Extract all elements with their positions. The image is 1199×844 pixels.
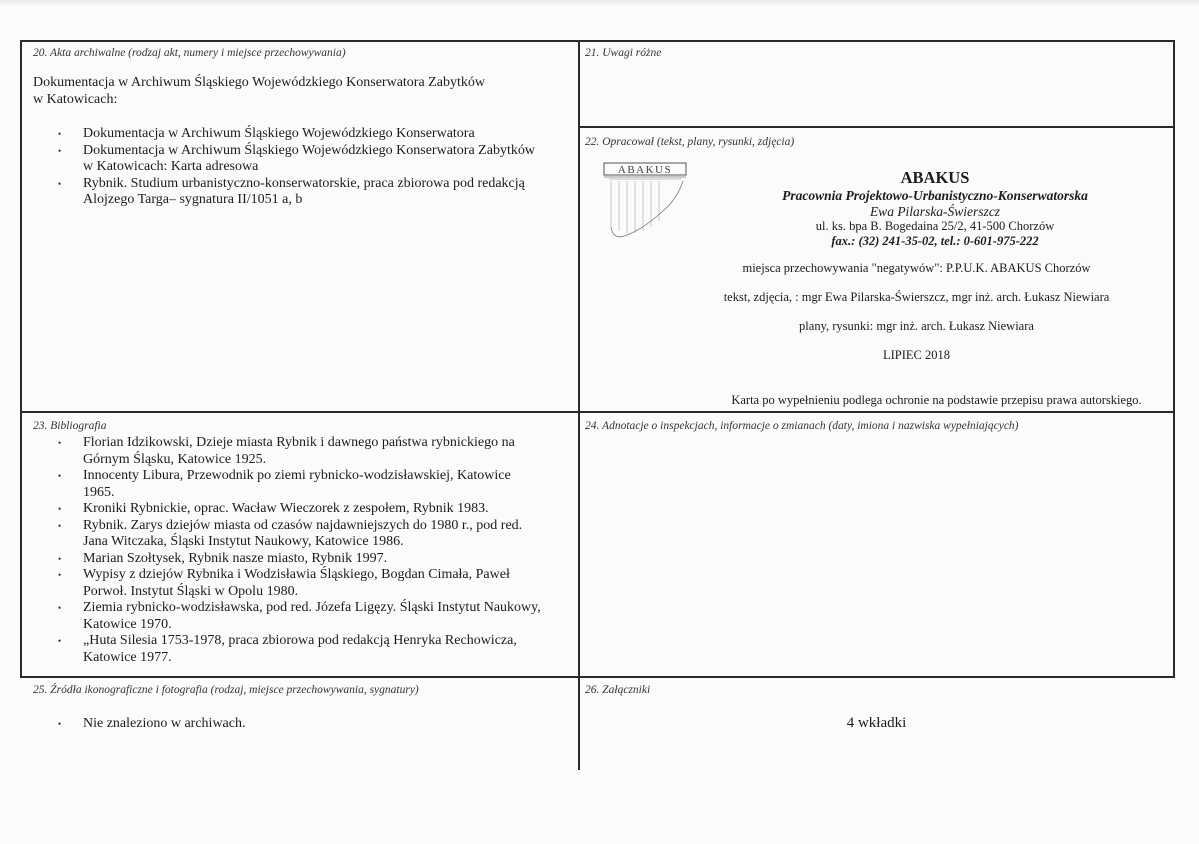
list-item: • Innocenty Libura, Przewodnik po ziemi rybnicko-wodzisławskiej, Katowice 1965. bbox=[58, 468, 573, 501]
section-25-label: 25. Źródła ikonograficzne i fotografia (rodzaj, miejsce przechowywania, sygnatury) bbox=[33, 684, 419, 696]
abakus-logo bbox=[603, 161, 689, 243]
company-subtitle: Pracownia Projektowo-Urbanistyczno-Konserwatorska bbox=[782, 188, 1088, 203]
list-item: • Ziemia rybnicko-wodzisławska, pod red. Józefa Ligęzy. Śląski Instytut Naukowy, Katowice 1970. bbox=[58, 600, 573, 633]
list-item: • Kroniki Rybnickie, oprac. Wacław Wieczorek z zespołem, Rybnik 1983. bbox=[58, 501, 573, 518]
section-21-uwagi bbox=[580, 41, 1173, 126]
negatives-location: miejsca przechowywania "negatywów": P.P.U.K. ABAKUS Chorzów bbox=[742, 261, 1091, 275]
section-24-label: 24. Adnotacje o inspekcjach, informacje o zmianach (daty, imiona i nazwiska wypełniających) bbox=[585, 420, 1019, 432]
list-item: • Marian Szołtysek, Rybnik nasze miasto, Rybnik 1997. bbox=[58, 551, 573, 568]
section-20-intro bbox=[33, 75, 485, 108]
company-owner: Ewa Pilarska-Świerszcz bbox=[869, 204, 1001, 219]
company-name: ABAKUS bbox=[900, 168, 970, 187]
section-23-bibliografia bbox=[21, 412, 577, 676]
authors-text: tekst, zdjęcia, : mgr Ewa Pilarska-Świerszcz, mgr inż. arch. Łukasz Niewiara bbox=[723, 290, 1110, 304]
svg-text:ABAKUS: ABAKUS bbox=[617, 164, 673, 176]
company-address: ul. ks. bpa B. Bogedaina 25/2, 41-500 Chorzów bbox=[815, 219, 1055, 233]
date: LIPIEC 2018 bbox=[882, 348, 950, 362]
company-contact: fax.: (32) 241-35-02, tel.: 0-601-975-222 bbox=[831, 234, 1039, 248]
section-26-label: 26. Załączniki bbox=[585, 684, 651, 696]
section-25-list bbox=[58, 716, 573, 733]
section-23-list bbox=[58, 435, 573, 666]
company-block bbox=[710, 168, 1160, 248]
section-20-label: 20. Akta archiwalne (rodzaj akt, numery i miejsce przechowywania) bbox=[33, 47, 346, 59]
intro-line: Dokumentacja w Archiwum Śląskiego Wojewódzkiego Konserwatora Zabytków bbox=[33, 75, 485, 90]
list-item: • Dokumentacja w Archiwum Śląskiego Wojewódzkiego Konserwatora bbox=[58, 126, 573, 143]
list-item: • Nie znaleziono w archiwach. bbox=[58, 716, 573, 733]
list-item: • Florian Idzikowski, Dzieje miasta Rybnik i dawnego państwa rybnickiego na Górnym Śląsku, Katowice 1925. bbox=[58, 435, 573, 468]
section-26-zalaczniki bbox=[580, 677, 1173, 770]
section-24-adnotacje bbox=[580, 412, 1173, 676]
list-item: • Rybnik. Zarys dziejów miasta od czasów najdawniejszych do 1980 r., pod red. Jana Witczaka, Śląski Instytut Naukowy, Katowice 1986. bbox=[58, 518, 573, 551]
intro-line: w Katowicach: bbox=[33, 91, 118, 107]
authors-plans: plany, rysunki: mgr inż. arch. Łukasz Niewiara bbox=[799, 319, 1034, 333]
attachments-value: 4 wkładki bbox=[846, 715, 907, 731]
page-edge bbox=[0, 0, 1199, 6]
list-item: • „Huta Silesia 1753-1978, praca zbiorowa pod redakcją Henryka Rechowicza, Katowice 1977. bbox=[58, 633, 573, 666]
section-22-label: 22. Opracował (tekst, plany, rysunki, zdjęcia) bbox=[585, 136, 795, 148]
column-logo-icon bbox=[603, 161, 689, 243]
section-21-label: 21. Uwagi różne bbox=[585, 47, 662, 59]
section-25-zrodla-ikonograficzne bbox=[21, 677, 577, 770]
right-border bbox=[1173, 40, 1175, 677]
list-item: • Dokumentacja w Archiwum Śląskiego Wojewódzkiego Konserwatora Zabytków w Katowicach: Karta adresowa bbox=[58, 143, 573, 176]
section-23-label: 23. Bibliografia bbox=[33, 420, 107, 432]
list-item: • Wypisy z dziejów Rybnika i Wodzisławia Śląskiego, Bogdan Cimała, Paweł Porwoł. Instytut Śląski w Opolu 1980. bbox=[58, 567, 573, 600]
section-22-opracowal bbox=[580, 127, 1173, 411]
section-20-list bbox=[58, 126, 573, 209]
section-20-akta-archiwalne bbox=[21, 41, 577, 411]
copyright-note: Karta po wypełnieniu podlega ochronie na podstawie przepisu prawa autorskiego. bbox=[731, 393, 1142, 407]
list-item: • Rybnik. Studium urbanistyczno-konserwatorskie, praca zbiorowa pod redakcją Alojzego Targa– sygnatura II/1051 a, b bbox=[58, 176, 573, 209]
